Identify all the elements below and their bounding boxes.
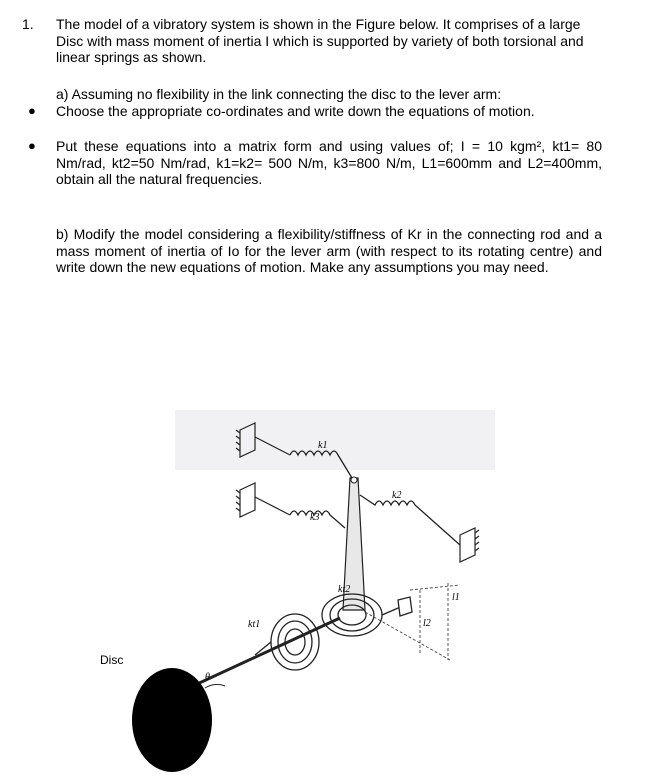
label-theta: θ [205, 672, 210, 683]
label-k3: k3 [310, 512, 320, 523]
part-a-bullet-2: Put these equations into a matrix form and using values of; I = 10 kgm², kt1= 80 Nm/rad, kt2=50 Nm/rad, k1=k2= 500 N/m, k3=800 N/m, L1=600mm and L2=400mm, obtain all the natural frequencies. [56, 138, 602, 187]
wall-support-right [460, 528, 479, 562]
disc [132, 668, 212, 772]
part-a-bullet-1: Choose the appropriate co-ordinates and write down the equations of motion. [56, 103, 535, 119]
label-l1: l1 [452, 592, 460, 603]
question-intro: The model of a vibratory system is shown in the Figure below. It comprises of a large Disc with mass moment of inertia I which is supported by variety of both torsional and linear springs as shown. [56, 16, 584, 65]
vibratory-system-figure [0, 390, 647, 783]
theta-arrow [205, 684, 225, 688]
lever-top-pivot [351, 477, 357, 483]
figure-background-shade [175, 410, 495, 470]
label-k2: k2 [392, 490, 402, 501]
bullet-2-marker: ● [28, 138, 36, 153]
bullet-1-marker: ● [28, 103, 36, 118]
question-number: 1. [22, 16, 34, 32]
question-1 [22, 16, 602, 66]
label-k1: k1 [318, 440, 328, 451]
dimension-lines [365, 583, 460, 660]
part-b-text: b) Modify the model considering a flexibility/stiffness of Kr in the connecting rod and a mass moment of inertia of Io for the lever arm (with respect to its rotating centre) and write down the new equations of motion. Make any assumptions you may need. [56, 226, 602, 275]
label-l2: l2 [423, 618, 431, 629]
wall-support-bottom [236, 483, 290, 517]
label-kt1: kt1 [248, 619, 261, 630]
spring-k2 [360, 495, 460, 545]
label-disc: Disc [100, 653, 124, 667]
part-a-heading: a) Assuming no flexibility in the link connecting the disc to the lever arm: [56, 86, 502, 102]
torsional-spring-kt2 [322, 594, 412, 636]
label-kt2: kt2 [338, 584, 351, 595]
